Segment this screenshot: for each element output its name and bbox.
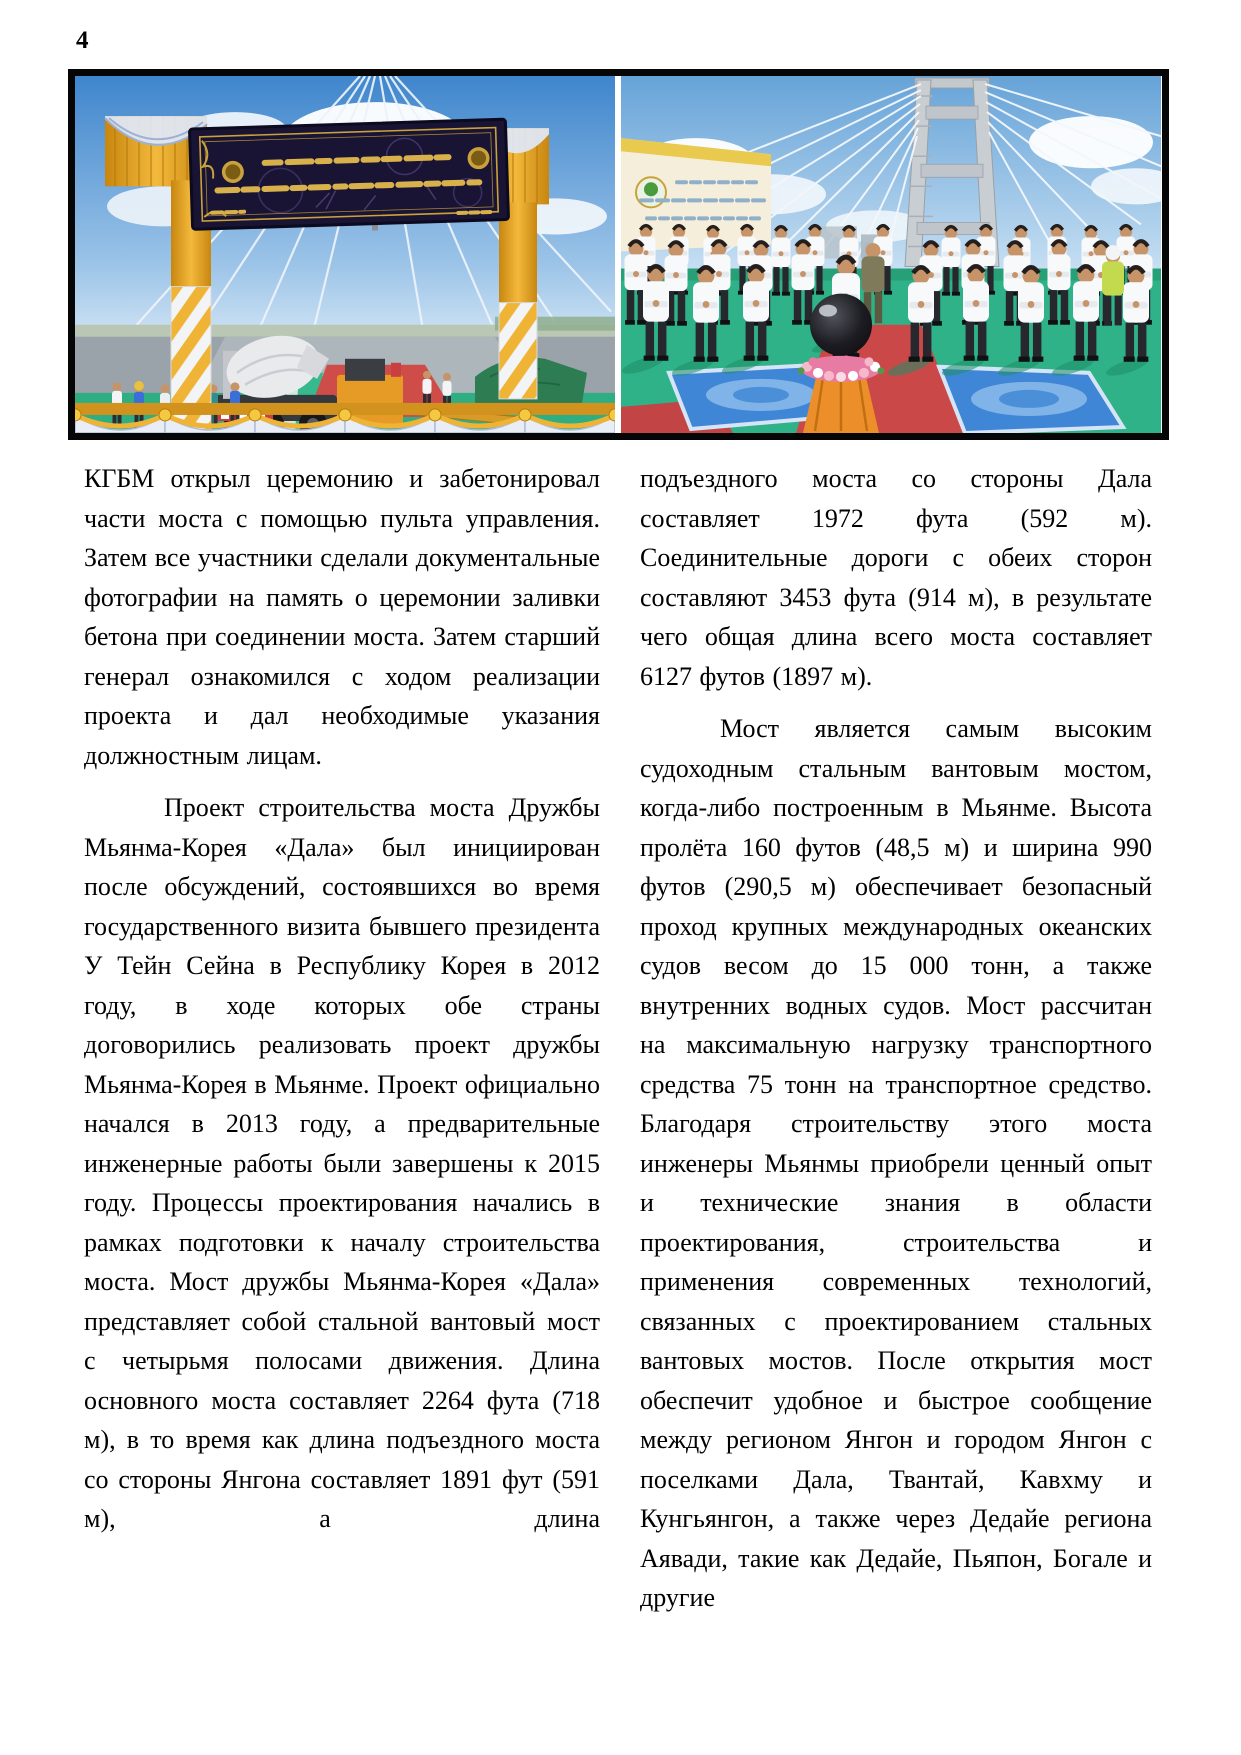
signboard (190, 119, 509, 229)
paragraph: подъездного моста со стороны Дала составляет 1972 фута (592 м). Соединительные дороги с обеих сторон составляют 3453 фута (914 м), в результате чего общая длина всего моста составляет 6127 футов (1897 м). (640, 464, 1152, 691)
photo-left-ceremony-gate (75, 76, 615, 433)
paragraph: КГБМ открыл церемонию и забетонировал части моста с помощью пульта управления. Затем все участники сделали документальные фотографии на память о церемонии заливки бетона при соединении моста. Затем старший генерал ознакомился с ходом реализации проекта и дал необходимые указания должностным лицам. (84, 464, 600, 770)
bottom-valance (75, 403, 615, 433)
paragraph: Мост является самым высоким судоходным стальным вантовым мостом, когда-либо построенным в Мьянме. Высота пролёта 160 футов (48,5 м) и ширина 990 футов (290,5 м) обеспечивает безопасный проход крупных международных океанских судов весом до 15 000 тонн, а также внутренних водных судов. Мост рассчитан на максимальную нагрузку транспортного средства 75 тонн на транспортное средство. Благодаря строительству этого моста инженеры Мьянмы приобрели ценный опыт и технические знания в области проектирования, строительства и применения современных технологий, связанных с проектированием стальных вантовых мостов. После открытия мост обеспечит удобное и быстрое сообщение между регионом Янгон и городом Янгон с поселками Дала, Твантай, Кавхму и Кунгьянгон, а также через Дедайе региона Аявади, такие как Дедайе, Пьяпон, Богале и другие (640, 714, 1152, 1612)
ceremonial-sphere (810, 294, 872, 356)
page-number: 4 (76, 27, 89, 54)
text-column-right (640, 459, 1152, 1618)
paragraph: Проект строительства моста Дружбы Мьянма-Корея «Дала» был инициирован после обсуждений, состоявшихся во время государственного визита бывшего президента У Тейн Сейна в Республику Корея в 2012 году, в ходе которых обе страны договорились реализовать проект дружбы Мьянма-Корея в Мьянме. Проект официально начался в 2013 году, а предварительные инженерные работы были завершены к 2015 году. Процессы проектирования начались в рамках подготовки к началу строительства моста. Мост дружбы Мьянма-Корея «Дала» представляет собой стальной вантовый мост с четырьмя полосами движения. Длина основного моста составляет 2264 фута (718 м), в то время как длина подъездного моста со стороны Янгона составляет 1891 фут (591 м), а длина (84, 793, 600, 1533)
photo-strip (68, 69, 1169, 440)
text-column-left (84, 459, 600, 1539)
photo-right-officials-sphere (621, 76, 1161, 433)
